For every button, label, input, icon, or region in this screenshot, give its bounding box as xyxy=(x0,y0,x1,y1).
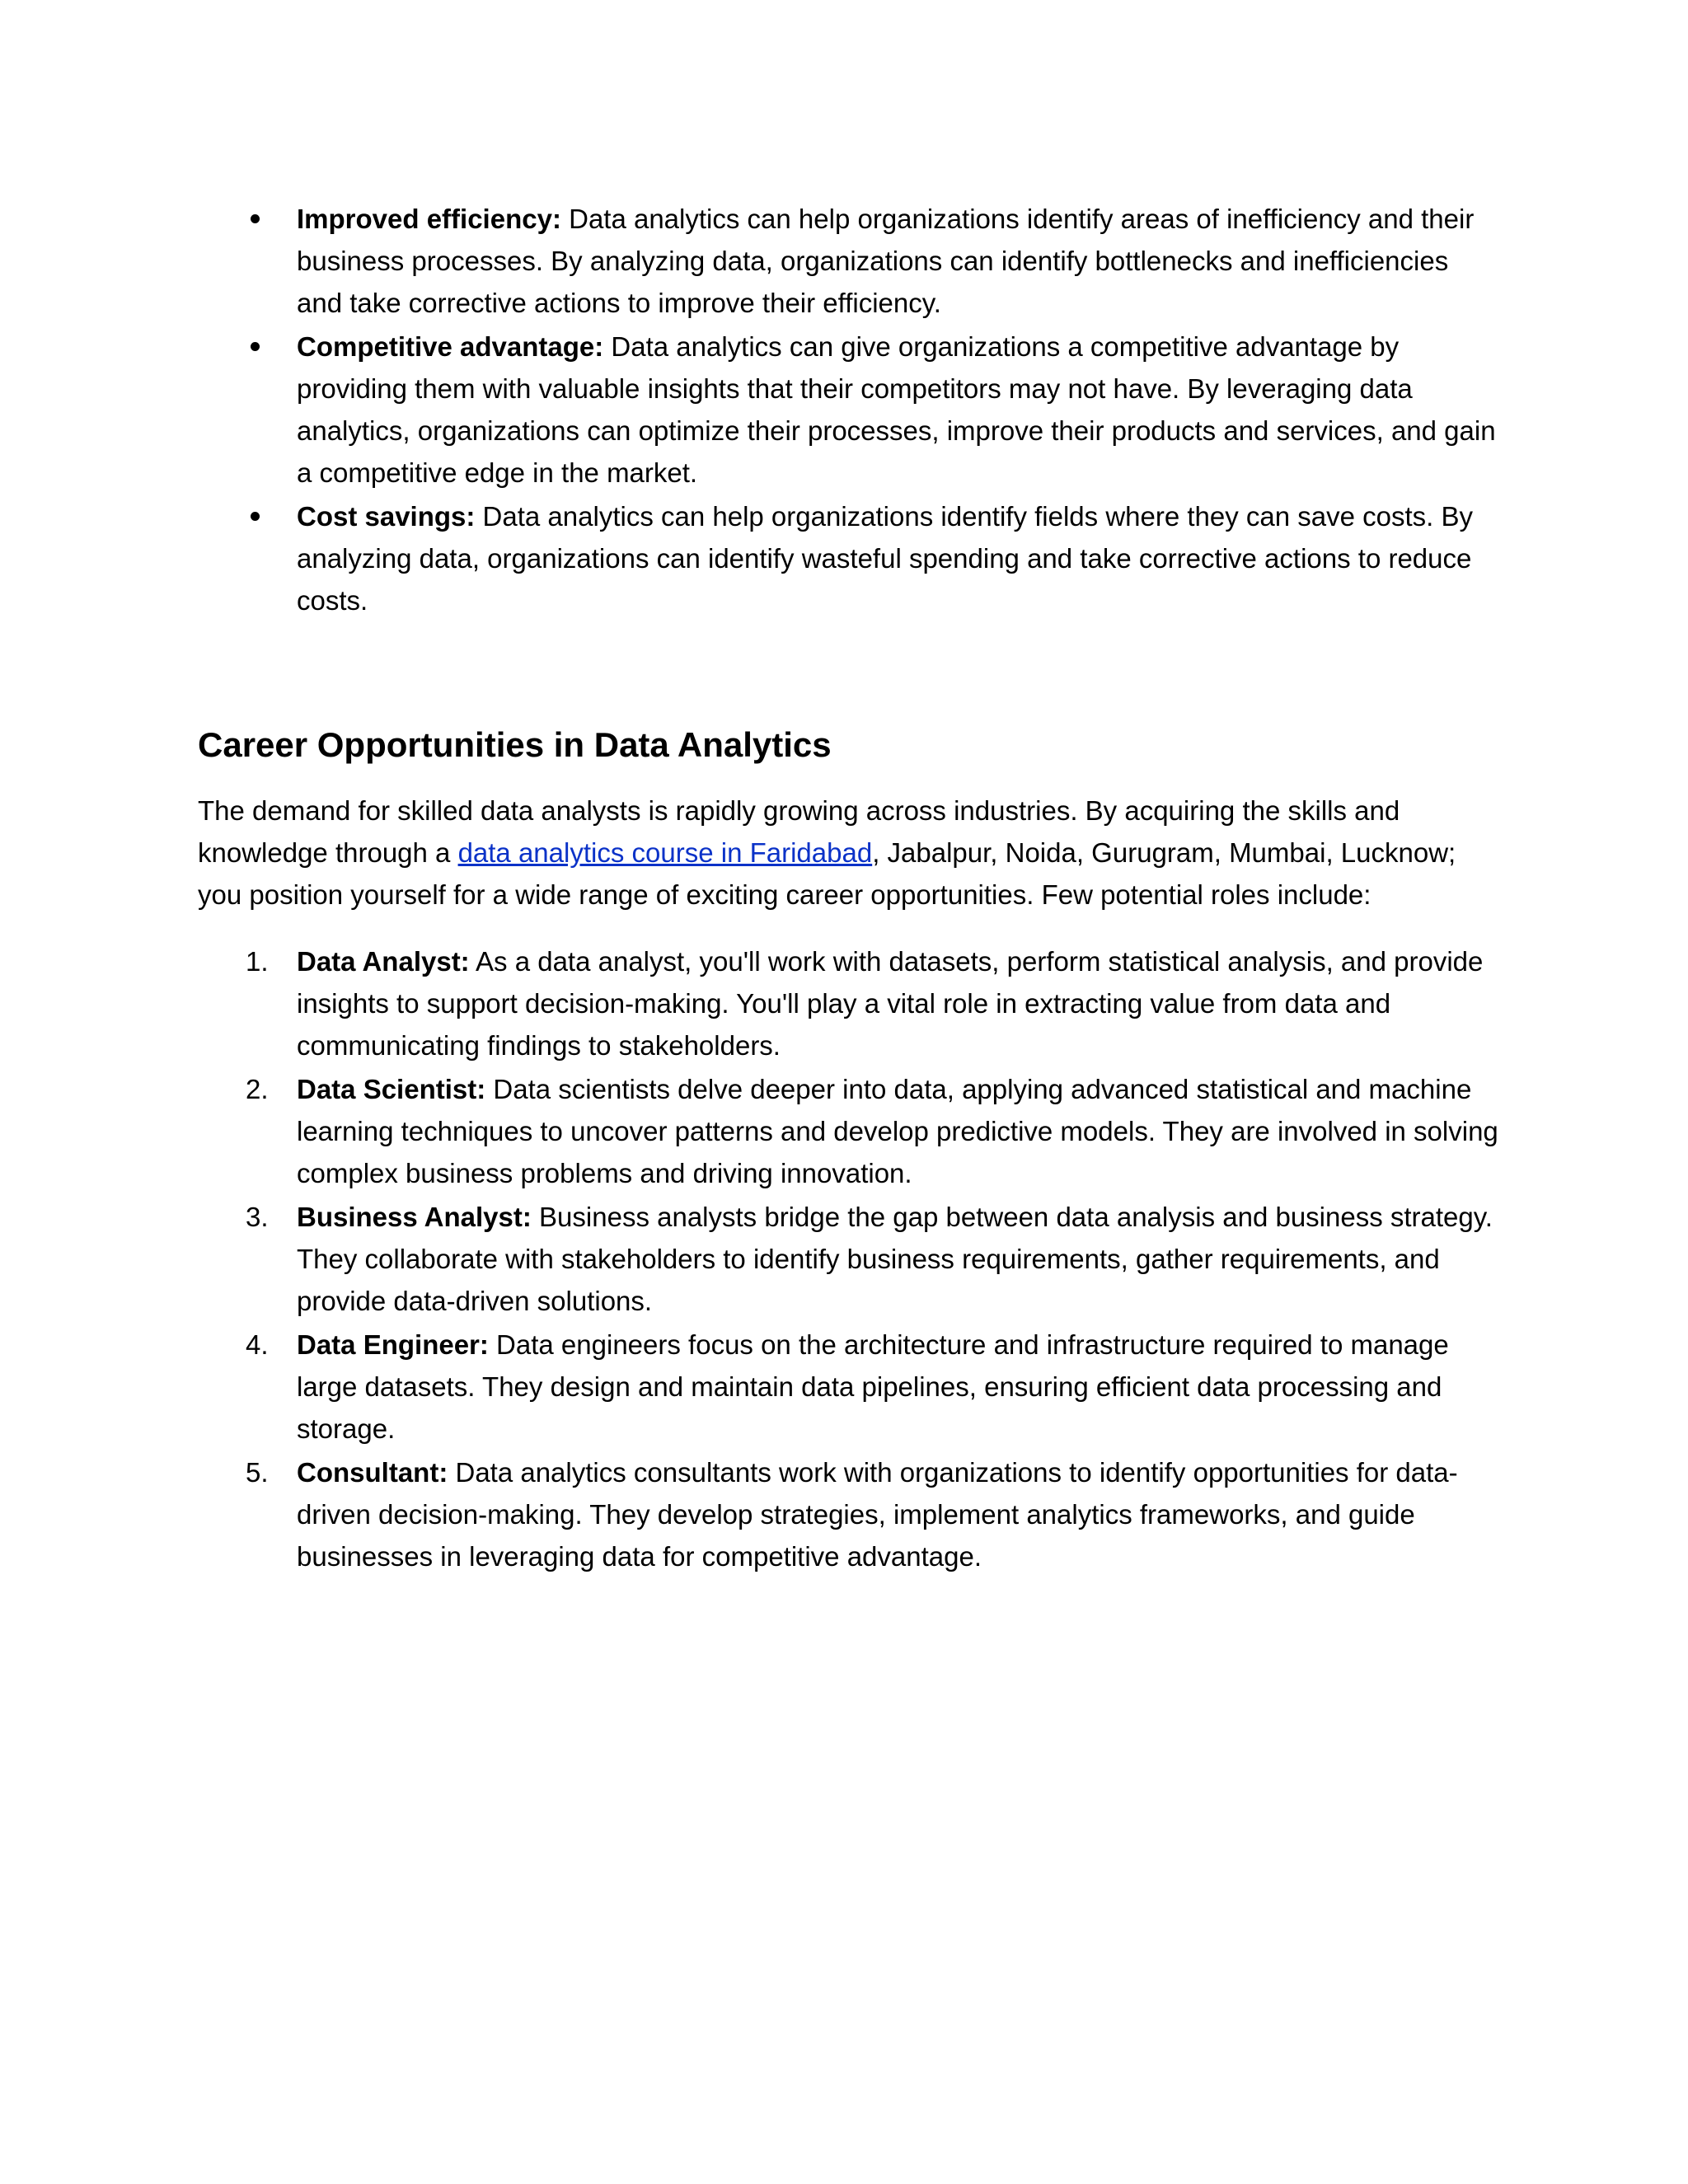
role-text: Data engineers focus on the architecture and infrastructure required to manage large datasets. They design and maintain data pipelines, ensuring efficient data processing and storage. xyxy=(297,1329,1449,1444)
benefit-text: Data analytics can help organizations identify fields where they can save costs. By analyzing data, organizations can identify wasteful spending and take corrective actions to reduce costs. xyxy=(297,501,1474,616)
role-text: Business analysts bridge the gap between data analysis and business strategy. They collaborate with stakeholders to identify business requirements, gather requirements, and provide data-driven solutions. xyxy=(297,1202,1493,1316)
intro-text-after: , Jabalpur, Noida, Gurugram, Mumbai, Lucknow; you position yourself for a wide range of exciting career opportunities. Few potential roles include: xyxy=(198,837,1456,910)
role-title: Data Analyst: xyxy=(297,946,470,977)
roles-list xyxy=(198,940,1500,1577)
benefit-title: Improved efficiency: xyxy=(297,204,561,234)
list-number: 4. xyxy=(246,1329,269,1360)
intro-text-before: The demand for skilled data analysts is rapidly growing across industries. By acquiring the skills and knowledge through a xyxy=(198,795,1400,868)
list-item xyxy=(198,495,1500,621)
list-item xyxy=(198,940,1500,1066)
list-number: 3. xyxy=(246,1202,269,1232)
bullet-icon xyxy=(251,342,260,351)
bullet-icon xyxy=(251,214,260,223)
list-item xyxy=(198,1451,1500,1577)
benefit-text: Data analytics can help organizations identify areas of inefficiency and their business processes. By analyzing data, organizations can identify bottlenecks and inefficiencies and take corrective actions to improve their efficiency. xyxy=(297,204,1475,318)
list-item xyxy=(198,1324,1500,1450)
list-item xyxy=(198,1196,1500,1322)
benefit-title: Cost savings: xyxy=(297,501,476,532)
role-text: Data analytics consultants work with organizations to identify opportunities for data-driven decision-making. They develop strategies, implement analytics frameworks, and guide businesses in leveraging data for competitive advantage. xyxy=(297,1457,1458,1572)
role-title: Data Scientist: xyxy=(297,1074,486,1104)
list-item xyxy=(198,326,1500,494)
role-title: Consultant: xyxy=(297,1457,448,1488)
list-number: 5. xyxy=(246,1457,269,1488)
role-title: Business Analyst: xyxy=(297,1202,532,1232)
course-link[interactable]: data analytics course in Faridabad xyxy=(457,837,873,868)
intro-paragraph xyxy=(198,790,1500,916)
list-item xyxy=(198,1068,1500,1194)
bullet-icon xyxy=(251,512,260,521)
role-text: As a data analyst, you'll work with datasets, perform statistical analysis, and provide insights to support decision-making. You'll play a vital role in extracting value from data and communicating findings to stakeholders. xyxy=(297,946,1484,1061)
role-text: Data scientists delve deeper into data, applying advanced statistical and machine learning techniques to uncover patterns and develop predictive models. They are involved in solving complex business problems and driving innovation. xyxy=(297,1074,1498,1188)
section-gap xyxy=(198,623,1500,720)
list-item xyxy=(198,198,1500,324)
list-number: 2. xyxy=(246,1074,269,1104)
benefits-list xyxy=(198,198,1500,621)
section-heading: Career Opportunities in Data Analytics xyxy=(198,725,832,764)
list-number: 1. xyxy=(246,946,269,977)
role-title: Data Engineer: xyxy=(297,1329,489,1360)
benefit-text: Data analytics can give organizations a competitive advantage by providing them with valuable insights that their competitors may not have. By leveraging data analytics, organizations can optimize their processes, improve their products and services, and gain a competitive edge in the market. xyxy=(297,331,1496,488)
benefit-title: Competitive advantage: xyxy=(297,331,604,362)
document-content xyxy=(198,198,1500,1579)
